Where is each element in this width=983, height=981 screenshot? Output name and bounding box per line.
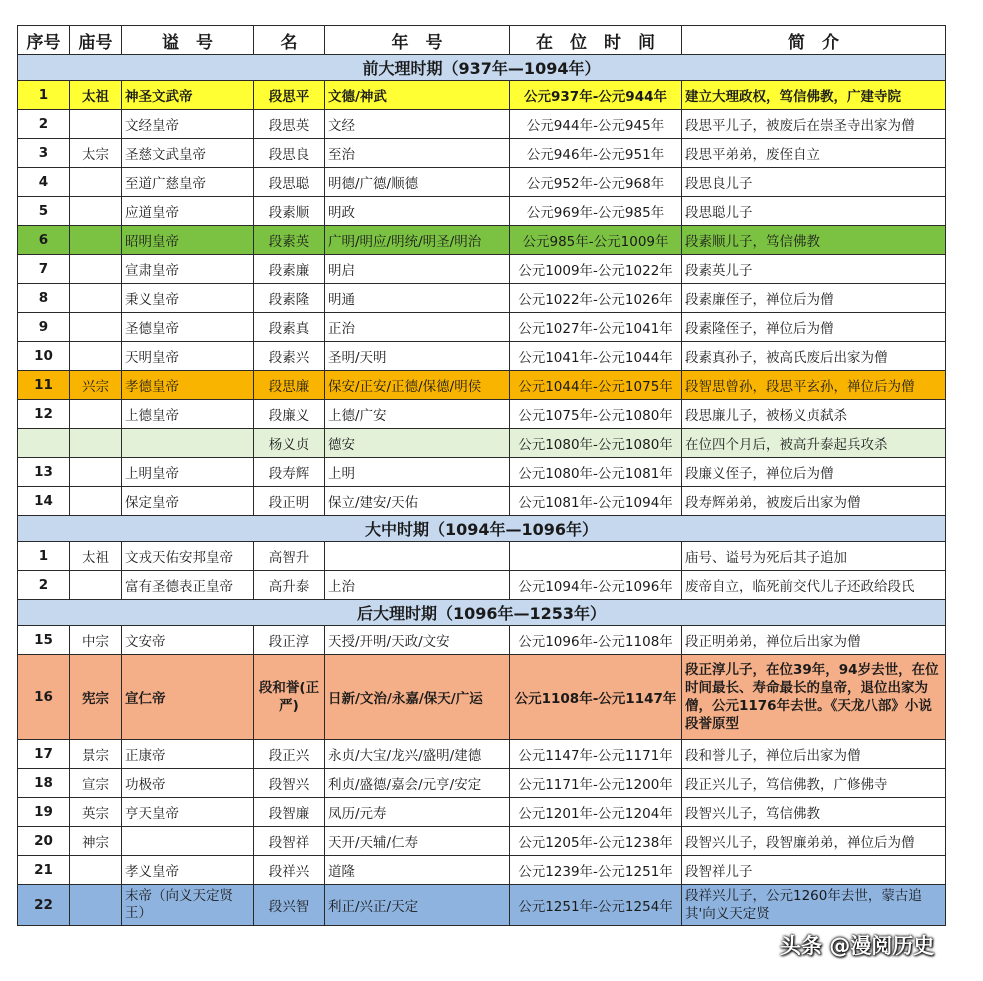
cell-temple: 太祖 <box>70 81 122 110</box>
cell-desc: 段智思曾孙，段思平玄孙，禅位后为僧 <box>682 371 946 400</box>
header-no: 序号 <box>18 26 70 55</box>
cell-posthumous: 至道广慈皇帝 <box>122 168 254 197</box>
table-row <box>18 487 946 516</box>
cell-desc: 庙号、谥号为死后其子追加 <box>682 542 946 571</box>
header-row <box>18 26 946 55</box>
cell-desc: 段正明弟弟，禅位后出家为僧 <box>682 626 946 655</box>
cell-name: 杨义贞 <box>254 429 325 458</box>
cell-era: 天开/天辅/仁寿 <box>325 827 510 856</box>
cell-no: 2 <box>18 110 70 139</box>
cell-temple <box>70 429 122 458</box>
cell-era: 保立/建安/天佑 <box>325 487 510 516</box>
table-row <box>18 313 946 342</box>
cell-name: 段智祥 <box>254 827 325 856</box>
cell-reign: 公元952年-公元968年 <box>510 168 682 197</box>
cell-name: 段思聪 <box>254 168 325 197</box>
cell-desc: 段正淳儿子，在位39年，94岁去世，在位时间最长、寿命最长的皇帝，退位出家为僧，公元1176年去世。《天龙八部》小说段誉原型 <box>682 655 946 740</box>
header-era: 年 号 <box>325 26 510 55</box>
cell-temple <box>70 342 122 371</box>
table-row <box>18 655 946 740</box>
cell-reign: 公元1080年-公元1080年 <box>510 429 682 458</box>
cell-era: 道隆 <box>325 856 510 885</box>
cell-era: 上治 <box>325 571 510 600</box>
cell-era: 上德/广安 <box>325 400 510 429</box>
cell-posthumous: 上德皇帝 <box>122 400 254 429</box>
cell-posthumous <box>122 827 254 856</box>
cell-no: 13 <box>18 458 70 487</box>
cell-posthumous: 文安帝 <box>122 626 254 655</box>
cell-name: 段廉义 <box>254 400 325 429</box>
cell-temple: 太宗 <box>70 139 122 168</box>
cell-temple <box>70 197 122 226</box>
cell-no: 4 <box>18 168 70 197</box>
cell-reign: 公元1041年-公元1044年 <box>510 342 682 371</box>
cell-temple <box>70 313 122 342</box>
cell-posthumous: 应道皇帝 <box>122 197 254 226</box>
cell-era: 永贞/大宝/龙兴/盛明/建德 <box>325 740 510 769</box>
cell-name: 段思平 <box>254 81 325 110</box>
cell-temple: 太祖 <box>70 542 122 571</box>
cell-desc: 段思廉儿子，被杨义贞弑杀 <box>682 400 946 429</box>
cell-reign: 公元985年-公元1009年 <box>510 226 682 255</box>
cell-no: 1 <box>18 542 70 571</box>
cell-no: 15 <box>18 626 70 655</box>
cell-name: 段思英 <box>254 110 325 139</box>
cell-no: 10 <box>18 342 70 371</box>
cell-reign <box>510 542 682 571</box>
cell-reign: 公元1094年-公元1096年 <box>510 571 682 600</box>
table-row <box>18 168 946 197</box>
cell-desc: 段和誉儿子，禅位后出家为僧 <box>682 740 946 769</box>
cell-era: 天授/开明/天政/文安 <box>325 626 510 655</box>
cell-no: 11 <box>18 371 70 400</box>
cell-era: 保安/正安/正德/保德/明侯 <box>325 371 510 400</box>
cell-no: 12 <box>18 400 70 429</box>
table-row <box>18 458 946 487</box>
table-row <box>18 571 946 600</box>
cell-era: 文德/神武 <box>325 81 510 110</box>
cell-posthumous: 宣肃皇帝 <box>122 255 254 284</box>
table-row <box>18 255 946 284</box>
table-row <box>18 542 946 571</box>
cell-reign: 公元937年-公元944年 <box>510 81 682 110</box>
cell-no: 14 <box>18 487 70 516</box>
cell-era: 利正/兴正/天定 <box>325 885 510 926</box>
cell-temple <box>70 487 122 516</box>
table-row <box>18 740 946 769</box>
cell-no: 16 <box>18 655 70 740</box>
table-row <box>18 139 946 168</box>
cell-name: 段素顺 <box>254 197 325 226</box>
cell-no <box>18 429 70 458</box>
cell-name: 段正淳 <box>254 626 325 655</box>
cell-desc: 建立大理政权，笃信佛教，广建寺院 <box>682 81 946 110</box>
cell-name: 段素兴 <box>254 342 325 371</box>
cell-reign: 公元1080年-公元1081年 <box>510 458 682 487</box>
cell-reign: 公元1171年-公元1200年 <box>510 769 682 798</box>
cell-posthumous: 文经皇帝 <box>122 110 254 139</box>
cell-era: 明启 <box>325 255 510 284</box>
cell-desc: 段思平儿子，被废后在崇圣寺出家为僧 <box>682 110 946 139</box>
cell-reign: 公元1027年-公元1041年 <box>510 313 682 342</box>
emperor-table <box>17 25 946 926</box>
table-row <box>18 798 946 827</box>
table-row <box>18 371 946 400</box>
cell-no: 21 <box>18 856 70 885</box>
cell-name: 段素廉 <box>254 255 325 284</box>
cell-posthumous: 圣德皇帝 <box>122 313 254 342</box>
cell-posthumous: 圣慈文武皇帝 <box>122 139 254 168</box>
cell-era: 明政 <box>325 197 510 226</box>
cell-posthumous: 昭明皇帝 <box>122 226 254 255</box>
table-row <box>18 197 946 226</box>
table-row <box>18 626 946 655</box>
cell-desc: 段素廉侄子，禅位后为僧 <box>682 284 946 313</box>
cell-era: 凤历/元寿 <box>325 798 510 827</box>
cell-era: 广明/明应/明统/明圣/明治 <box>325 226 510 255</box>
cell-desc: 在位四个月后，被高升泰起兵攻杀 <box>682 429 946 458</box>
cell-posthumous: 神圣文武帝 <box>122 81 254 110</box>
cell-temple <box>70 255 122 284</box>
cell-desc: 段寿辉弟弟，被废后出家为僧 <box>682 487 946 516</box>
section-title: 后大理时期（1096年—1253年） <box>18 600 946 626</box>
cell-desc: 段智兴儿子，笃信佛教 <box>682 798 946 827</box>
header-temple: 庙号 <box>70 26 122 55</box>
table-row <box>18 429 946 458</box>
table-row <box>18 827 946 856</box>
cell-name: 段正明 <box>254 487 325 516</box>
cell-name: 段素隆 <box>254 284 325 313</box>
cell-reign: 公元1205年-公元1238年 <box>510 827 682 856</box>
cell-temple <box>70 226 122 255</box>
cell-posthumous: 亨天皇帝 <box>122 798 254 827</box>
cell-posthumous: 末帝（向义天定贤王） <box>122 885 254 926</box>
cell-posthumous: 功极帝 <box>122 769 254 798</box>
cell-temple <box>70 110 122 139</box>
cell-no: 20 <box>18 827 70 856</box>
cell-name: 高升泰 <box>254 571 325 600</box>
cell-reign: 公元1108年-公元1147年 <box>510 655 682 740</box>
table-row <box>18 284 946 313</box>
cell-reign: 公元1147年-公元1171年 <box>510 740 682 769</box>
section-title: 大中时期（1094年—1096年） <box>18 516 946 542</box>
header-name: 名 <box>254 26 325 55</box>
cell-temple <box>70 168 122 197</box>
cell-era <box>325 542 510 571</box>
cell-name: 段智兴 <box>254 769 325 798</box>
watermark: 头条 @漫阅历史 <box>780 934 935 958</box>
cell-temple <box>70 856 122 885</box>
section-header <box>18 55 946 81</box>
cell-posthumous: 保定皇帝 <box>122 487 254 516</box>
cell-name: 段思良 <box>254 139 325 168</box>
cell-temple: 神宗 <box>70 827 122 856</box>
cell-reign: 公元969年-公元985年 <box>510 197 682 226</box>
cell-name: 段祥兴 <box>254 856 325 885</box>
cell-name: 段智廉 <box>254 798 325 827</box>
cell-era: 德安 <box>325 429 510 458</box>
cell-reign: 公元1044年-公元1075年 <box>510 371 682 400</box>
cell-reign: 公元1081年-公元1094年 <box>510 487 682 516</box>
table-row <box>18 856 946 885</box>
cell-name: 段素英 <box>254 226 325 255</box>
table-row <box>18 226 946 255</box>
section-header <box>18 600 946 626</box>
cell-posthumous: 富有圣德表正皇帝 <box>122 571 254 600</box>
cell-no: 1 <box>18 81 70 110</box>
header-desc: 简 介 <box>682 26 946 55</box>
cell-no: 5 <box>18 197 70 226</box>
cell-desc: 段思良儿子 <box>682 168 946 197</box>
cell-posthumous: 孝德皇帝 <box>122 371 254 400</box>
cell-temple: 中宗 <box>70 626 122 655</box>
cell-name: 段寿辉 <box>254 458 325 487</box>
cell-reign: 公元1096年-公元1108年 <box>510 626 682 655</box>
table-row <box>18 342 946 371</box>
cell-temple: 宣宗 <box>70 769 122 798</box>
cell-temple <box>70 284 122 313</box>
cell-desc: 段祥兴儿子，公元1260年去世，蒙古追其'向义天定贤 <box>682 885 946 926</box>
cell-reign: 公元1201年-公元1204年 <box>510 798 682 827</box>
cell-era: 至治 <box>325 139 510 168</box>
cell-temple: 宪宗 <box>70 655 122 740</box>
cell-posthumous: 文戎天佑安邦皇帝 <box>122 542 254 571</box>
cell-name: 段素真 <box>254 313 325 342</box>
table-row <box>18 110 946 139</box>
cell-temple: 景宗 <box>70 740 122 769</box>
cell-reign: 公元1075年-公元1080年 <box>510 400 682 429</box>
cell-era: 日新/文治/永嘉/保天/广运 <box>325 655 510 740</box>
cell-desc: 段廉义侄子，禅位后为僧 <box>682 458 946 487</box>
cell-temple: 兴宗 <box>70 371 122 400</box>
cell-no: 18 <box>18 769 70 798</box>
cell-era: 文经 <box>325 110 510 139</box>
cell-posthumous: 秉义皇帝 <box>122 284 254 313</box>
cell-desc: 段正兴儿子，笃信佛教，广修佛寺 <box>682 769 946 798</box>
cell-temple <box>70 458 122 487</box>
cell-era: 明德/广德/顺德 <box>325 168 510 197</box>
section-header <box>18 516 946 542</box>
cell-temple <box>70 885 122 926</box>
cell-desc: 段素英儿子 <box>682 255 946 284</box>
cell-posthumous: 正康帝 <box>122 740 254 769</box>
cell-reign: 公元1022年-公元1026年 <box>510 284 682 313</box>
cell-temple <box>70 400 122 429</box>
cell-no: 2 <box>18 571 70 600</box>
cell-era: 明通 <box>325 284 510 313</box>
table-row <box>18 885 946 926</box>
cell-reign: 公元946年-公元951年 <box>510 139 682 168</box>
header-posthumous: 谥 号 <box>122 26 254 55</box>
cell-era: 圣明/天明 <box>325 342 510 371</box>
cell-desc: 段素隆侄子，禅位后为僧 <box>682 313 946 342</box>
cell-era: 上明 <box>325 458 510 487</box>
cell-name: 段思廉 <box>254 371 325 400</box>
cell-era: 正治 <box>325 313 510 342</box>
section-title: 前大理时期（937年—1094年） <box>18 55 946 81</box>
cell-name: 段正兴 <box>254 740 325 769</box>
cell-posthumous: 宣仁帝 <box>122 655 254 740</box>
cell-no: 3 <box>18 139 70 168</box>
table-row <box>18 81 946 110</box>
cell-name: 段兴智 <box>254 885 325 926</box>
cell-desc: 段素真孙子，被高氏废后出家为僧 <box>682 342 946 371</box>
cell-desc: 段思平弟弟，废侄自立 <box>682 139 946 168</box>
cell-posthumous: 孝义皇帝 <box>122 856 254 885</box>
cell-reign: 公元1239年-公元1251年 <box>510 856 682 885</box>
cell-no: 22 <box>18 885 70 926</box>
cell-desc: 废帝自立，临死前交代儿子还政给段氏 <box>682 571 946 600</box>
cell-no: 9 <box>18 313 70 342</box>
cell-desc: 段智兴儿子，段智廉弟弟，禅位后为僧 <box>682 827 946 856</box>
cell-no: 17 <box>18 740 70 769</box>
cell-reign: 公元944年-公元945年 <box>510 110 682 139</box>
table-row <box>18 400 946 429</box>
cell-no: 19 <box>18 798 70 827</box>
cell-posthumous: 上明皇帝 <box>122 458 254 487</box>
cell-name: 段和誉(正严) <box>254 655 325 740</box>
cell-desc: 段素顺儿子，笃信佛教 <box>682 226 946 255</box>
cell-posthumous <box>122 429 254 458</box>
cell-era: 利贞/盛德/嘉会/元亨/安定 <box>325 769 510 798</box>
cell-posthumous: 天明皇帝 <box>122 342 254 371</box>
cell-no: 6 <box>18 226 70 255</box>
cell-name: 高智升 <box>254 542 325 571</box>
cell-reign: 公元1009年-公元1022年 <box>510 255 682 284</box>
table-row <box>18 769 946 798</box>
cell-no: 8 <box>18 284 70 313</box>
cell-desc: 段思聪儿子 <box>682 197 946 226</box>
cell-temple <box>70 571 122 600</box>
cell-temple: 英宗 <box>70 798 122 827</box>
cell-desc: 段智祥儿子 <box>682 856 946 885</box>
cell-reign: 公元1251年-公元1254年 <box>510 885 682 926</box>
cell-no: 7 <box>18 255 70 284</box>
header-reign: 在 位 时 间 <box>510 26 682 55</box>
